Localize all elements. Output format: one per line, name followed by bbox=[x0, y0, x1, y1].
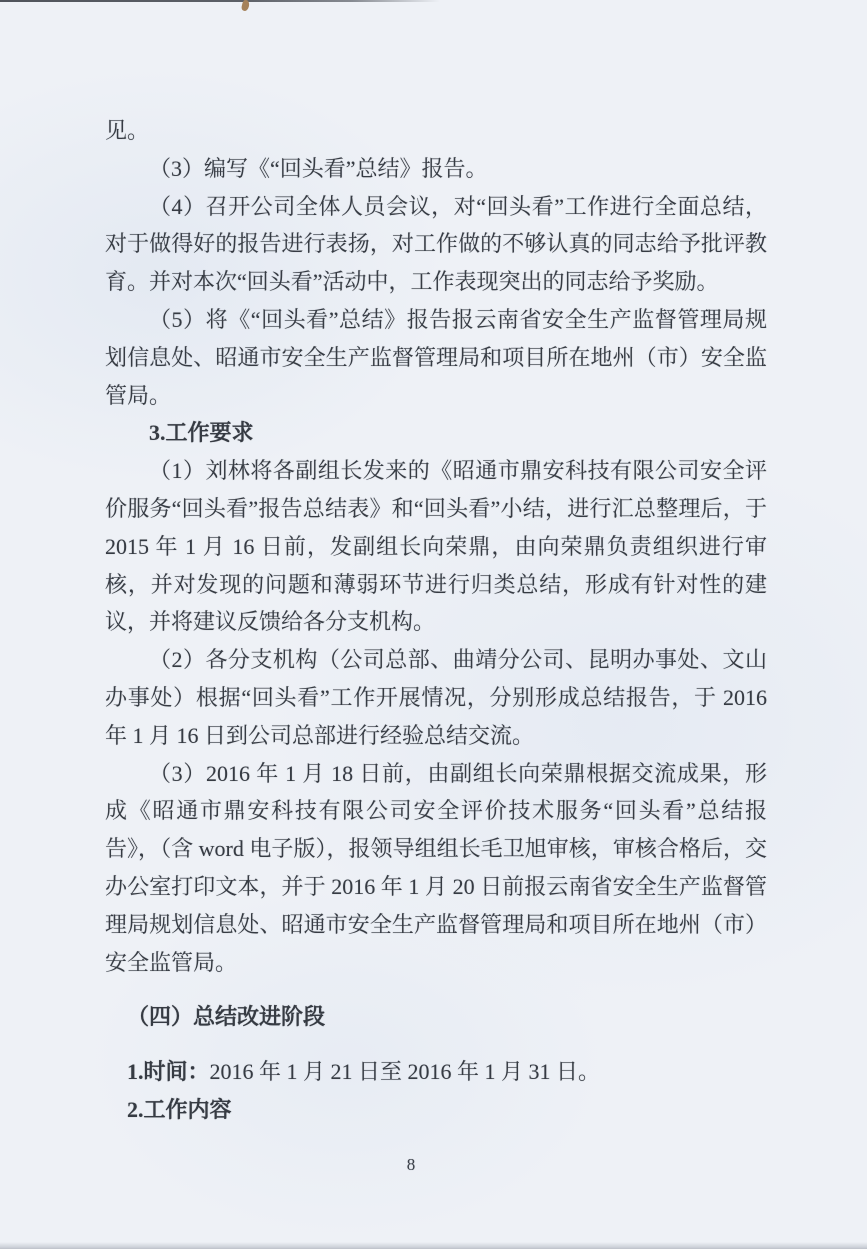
paragraph-req-3: （3）2016 年 1 月 18 日前，由副组长向荣鼎根据交流成果，形成《昭通市鼎安科技有限公司安全评价技术服务“回头看”总结报告》，（含 word 电子版），报领导组组长毛卫旭审核，审核合格后，交办公室打印文本，并于 2016 年 1 月 20 日前报云南省安全生产监督管理局规划信息处、昭通市安全生产监督管理局和项目所在地州（市）安全监管局。 bbox=[105, 760, 767, 975]
scan-speck bbox=[241, 0, 250, 12]
paragraph-item-5: （5）将《“回头看”总结》报告报云南省安全生产监督管理局规划信息处、昭通市安全生产监督管理局和项目所在地州（市）安全监管局。 bbox=[105, 306, 767, 408]
paragraph-item-4: （4）召开公司全体人员会议，对“回头看”工作进行全面总结，对于做得好的报告进行表扬，对工作做的不够认真的同志给予批评教育。并对本次“回头看”活动中，工作表现突出的同志给予奖励。 bbox=[105, 193, 767, 295]
paragraph-req-2: （2）各分支机构（公司总部、曲靖分公司、昆明办事处、文山办事处）根据“回头看”工作开展情况，分别形成总结报告，于 2016 年 1 月 16 日到公司总部进行经验总结交流。 bbox=[105, 647, 767, 748]
heading-work-requirements: 3.工作要求 bbox=[149, 420, 254, 446]
paragraph-req-1: （1）刘林将各副组长发来的《昭通市鼎安科技有限公司安全评价服务“回头看”报告总结表》和“回头看”小结，进行汇总整理后，于 2015 年 1 月 16 日前，发副组长向荣鼎，由向荣鼎负责组织进行审核，并对发现的问题和薄弱环节进行归类总结，形成有针对性的建议，并将建议反馈给各分支机构。 bbox=[105, 458, 767, 635]
heading-work-content: 2.工作内容 bbox=[127, 1096, 232, 1122]
paragraph-lead: 1.时间： bbox=[127, 1059, 210, 1085]
page-number: 8 bbox=[406, 1155, 416, 1174]
paragraph-continuation: 见。 bbox=[105, 118, 150, 143]
scan-edge-artifact-top bbox=[0, 0, 440, 2]
paragraph-item-3: （3）编写《“回头看”总结》报告。 bbox=[149, 155, 488, 181]
paragraph-time: 1.时间：2016 年 1 月 21 日至 2016 年 1 月 31 日。 bbox=[127, 1059, 601, 1085]
scan-edge-artifact-bottom bbox=[0, 1242, 867, 1249]
heading-stage-4: （四）总结改进阶段 bbox=[127, 1004, 326, 1030]
document-body bbox=[105, 112, 767, 1129]
